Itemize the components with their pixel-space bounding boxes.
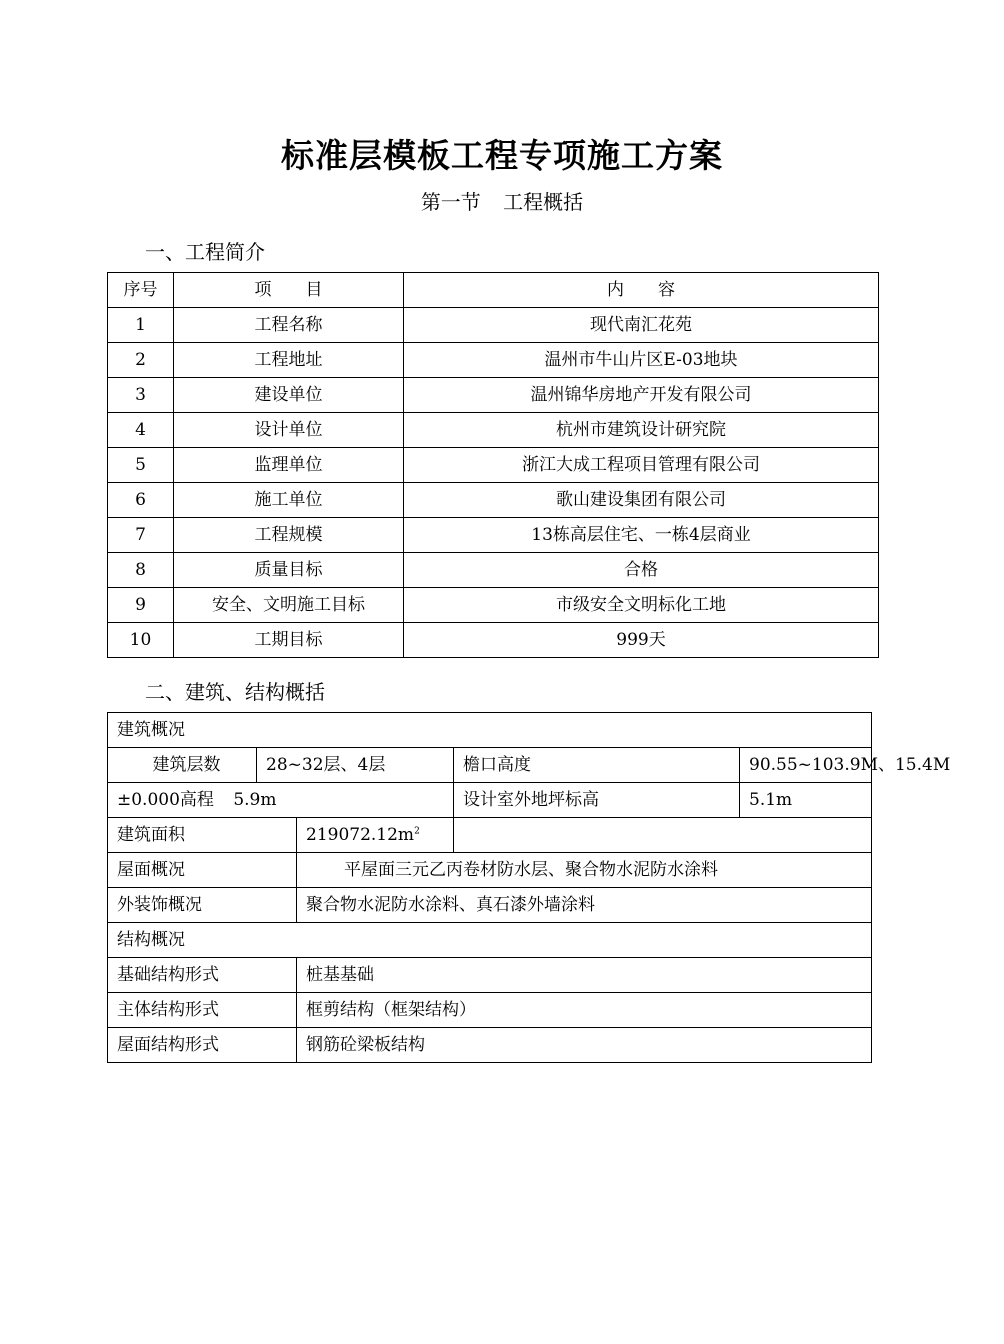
elevation-label: ±0.000高程 xyxy=(117,790,214,810)
row-index: 8 xyxy=(108,553,174,588)
area-value-cell xyxy=(297,818,454,853)
roof-structure-value: 钢筋砼梁板结构 xyxy=(297,1028,872,1063)
row-index: 4 xyxy=(108,413,174,448)
row-content: 杭州市建筑设计研究院 xyxy=(404,413,879,448)
heading-structure-overview: 二、建筑、结构概括 xyxy=(145,680,325,704)
table-row xyxy=(108,748,872,783)
row-item: 建设单位 xyxy=(174,378,404,413)
floors-value: 28~32层、4层 xyxy=(257,748,454,783)
row-item: 质量目标 xyxy=(174,553,404,588)
row-index: 1 xyxy=(108,308,174,343)
table-row xyxy=(108,623,879,658)
row-item: 安全、文明施工目标 xyxy=(174,588,404,623)
table-row xyxy=(108,378,879,413)
facade-label: 外装饰概况 xyxy=(108,888,297,923)
foundation-label: 基础结构形式 xyxy=(108,958,297,993)
section-name: 工程概括 xyxy=(503,190,584,214)
section-number: 第一节 xyxy=(420,190,481,214)
project-info-table xyxy=(107,272,879,658)
row-content: 999天 xyxy=(404,623,879,658)
outdoor-grade-value: 5.1m xyxy=(740,783,872,818)
row-index: 7 xyxy=(108,518,174,553)
table-row xyxy=(108,483,879,518)
main-structure-label: 主体结构形式 xyxy=(108,993,297,1028)
row-index: 2 xyxy=(108,343,174,378)
table-header-row xyxy=(108,273,879,308)
table-row xyxy=(108,308,879,343)
table-row xyxy=(108,588,879,623)
table-row xyxy=(108,1028,872,1063)
roof-label: 屋面概况 xyxy=(108,853,297,888)
row-item: 监理单位 xyxy=(174,448,404,483)
row-content: 市级安全文明标化工地 xyxy=(404,588,879,623)
table-row xyxy=(108,853,872,888)
row-content: 浙江大成工程项目管理有限公司 xyxy=(404,448,879,483)
row-content: 歌山建设集团有限公司 xyxy=(404,483,879,518)
row-index: 3 xyxy=(108,378,174,413)
row-index: 5 xyxy=(108,448,174,483)
structure-info-table xyxy=(107,712,951,1063)
roof-structure-label: 屋面结构形式 xyxy=(108,1028,297,1063)
facade-value: 聚合物水泥防水涂料、真石漆外墙涂料 xyxy=(297,888,872,923)
floors-label: 建筑层数 xyxy=(108,748,257,783)
row-item: 工程规模 xyxy=(174,518,404,553)
main-structure-value: 框剪结构（框架结构） xyxy=(297,993,872,1028)
header-item: 项 目 xyxy=(174,273,404,308)
table-row xyxy=(108,923,872,958)
empty-cell xyxy=(454,818,872,853)
table-row xyxy=(108,993,872,1028)
header-index: 序号 xyxy=(108,273,174,308)
row-content: 温州锦华房地产开发有限公司 xyxy=(404,378,879,413)
row-item: 工程名称 xyxy=(174,308,404,343)
row-content: 现代南汇花苑 xyxy=(404,308,879,343)
eave-height-label: 檐口高度 xyxy=(454,748,740,783)
table-row xyxy=(108,518,879,553)
area-unit-superscript: 2 xyxy=(414,826,420,837)
table-row xyxy=(108,958,872,993)
table-row xyxy=(108,553,879,588)
row-item: 工程地址 xyxy=(174,343,404,378)
table-row xyxy=(108,343,879,378)
roof-value: 平屋面三元乙丙卷材防水层、聚合物水泥防水涂料 xyxy=(297,853,872,888)
table-row xyxy=(108,448,879,483)
elevation-value: 5.9m xyxy=(233,790,277,810)
area-value: 219072.12m xyxy=(306,825,415,845)
structure-overview-label: 结构概况 xyxy=(108,923,872,958)
building-overview-label: 建筑概况 xyxy=(108,713,872,748)
row-index: 10 xyxy=(108,623,174,658)
row-index: 6 xyxy=(108,483,174,518)
row-content: 合格 xyxy=(404,553,879,588)
row-index: 9 xyxy=(108,588,174,623)
header-content: 内 容 xyxy=(404,273,879,308)
section-heading xyxy=(0,186,1004,215)
row-item: 施工单位 xyxy=(174,483,404,518)
outdoor-grade-label: 设计室外地坪标高 xyxy=(454,783,740,818)
row-item: 工期目标 xyxy=(174,623,404,658)
area-label: 建筑面积 xyxy=(108,818,297,853)
table-row xyxy=(108,713,872,748)
eave-height-value: 90.55~103.9M、15.4M xyxy=(740,748,872,783)
row-content: 13栋高层住宅、一栋4层商业 xyxy=(404,518,879,553)
heading-project-intro: 一、工程简介 xyxy=(145,240,265,264)
elevation-cell xyxy=(108,783,454,818)
table-row xyxy=(108,818,872,853)
row-content: 温州市牛山片区E-03地块 xyxy=(404,343,879,378)
row-item: 设计单位 xyxy=(174,413,404,448)
table-row xyxy=(108,783,872,818)
table-row xyxy=(108,888,872,923)
document-title: 标准层模板工程专项施工方案 xyxy=(281,136,723,175)
table-row xyxy=(108,413,879,448)
foundation-value: 桩基基础 xyxy=(297,958,872,993)
